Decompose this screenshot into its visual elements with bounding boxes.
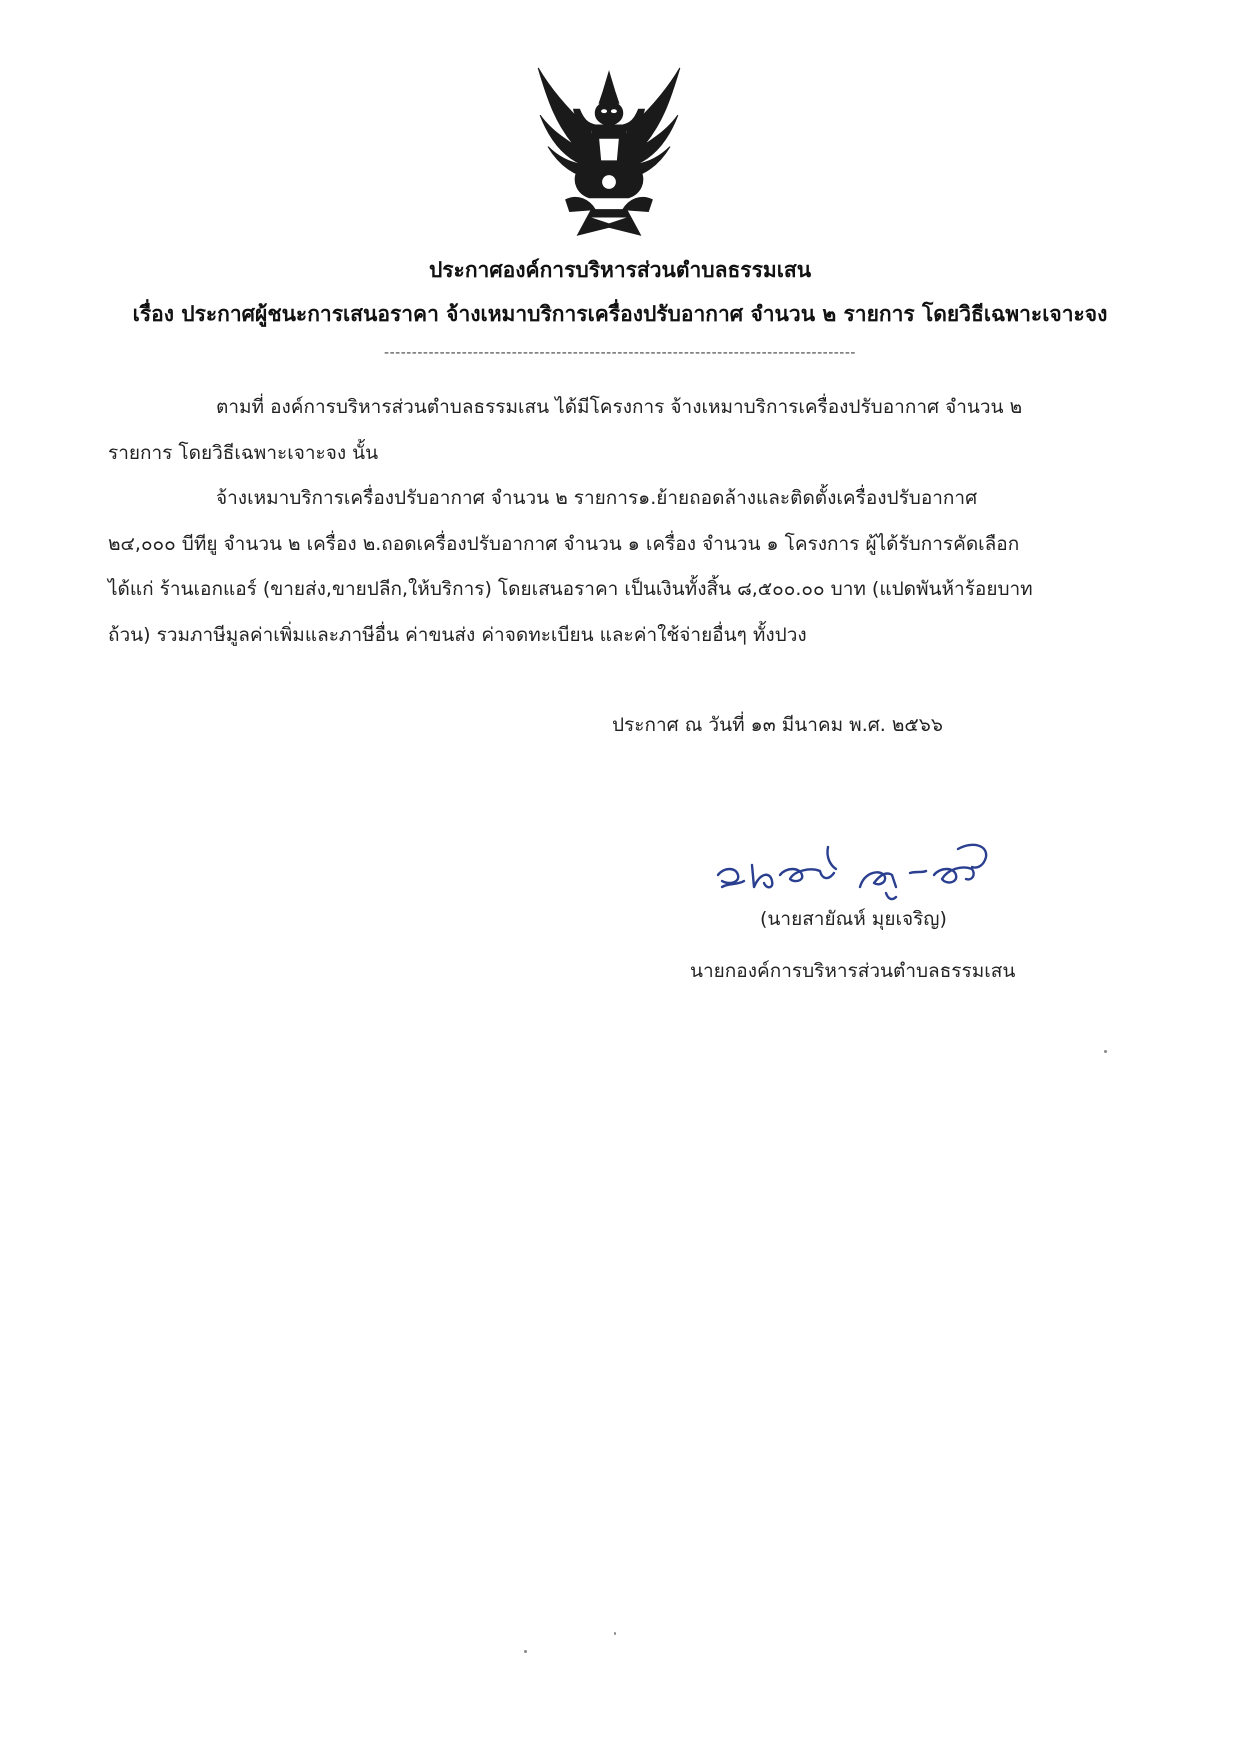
signatory-name: (นายสายัณห์ มุยเจริญ) [760, 908, 947, 930]
paragraph-2-line-3: ได้แก่ ร้านเอกแอร์ (ขายส่ง,ขายปลีก,ให้บริการ) โดยเสนอราคา เป็นเงินทั้งสิ้น ๘,๕๐๐.๐๐ บาท (แปดพันห้าร้อยบาท [108, 578, 1033, 600]
garuda-emblem-icon [530, 62, 688, 244]
scan-speck [1104, 1050, 1107, 1053]
paragraph-1-line-1: ตามที่ องค์การบริหารส่วนตำบลธรรมเสน ได้มีโครงการ จ้างเหมาบริการเครื่องปรับอากาศ จำนวน ๒ [216, 396, 1023, 418]
scan-speck [524, 1650, 527, 1653]
paragraph-2-line-1: จ้างเหมาบริการเครื่องปรับอากาศ จำนวน ๒ รายการ๑.ย้ายถอดล้างและติดตั้งเครื่องปรับอากาศ [216, 487, 978, 509]
paragraph-2-line-2: ๒๔,๐๐๐ บีทียู จำนวน ๒ เครื่อง ๒.ถอดเครื่องปรับอากาศ จำนวน ๑ เครื่อง จำนวน ๑ โครงการ ผู้ได้รับการคัดเลือก [108, 533, 1020, 555]
signatory-position: นายกองค์การบริหารส่วนตำบลธรรมเสน [690, 960, 1016, 982]
document-subject: เรื่อง ประกาศผู้ชนะการเสนอราคา จ้างเหมาบริการเครื่องปรับอากาศ จำนวน ๒ รายการ โดยวิธีเฉพาะเจาะจง [132, 302, 1108, 326]
paragraph-1-line-2: รายการ โดยวิธีเฉพาะเจาะจง นั้น [108, 442, 379, 464]
announcement-date: ประกาศ ณ วันที่ ๑๓ มีนาคม พ.ศ. ๒๕๖๖ [612, 714, 943, 736]
paragraph-2-line-4: ถ้วน) รวมภาษีมูลค่าเพิ่มและภาษีอื่น ค่าขนส่ง ค่าจดทะเบียน และค่าใช้จ่ายอื่นๆ ทั้งปวง [108, 624, 807, 646]
separator-rule: ------------------------------------------------------------------------------------- [384, 345, 856, 361]
handwritten-signature [710, 835, 1000, 905]
scan-speck [614, 1632, 616, 1635]
document-title: ประกาศองค์การบริหารส่วนตำบลธรรมเสน [428, 258, 812, 282]
